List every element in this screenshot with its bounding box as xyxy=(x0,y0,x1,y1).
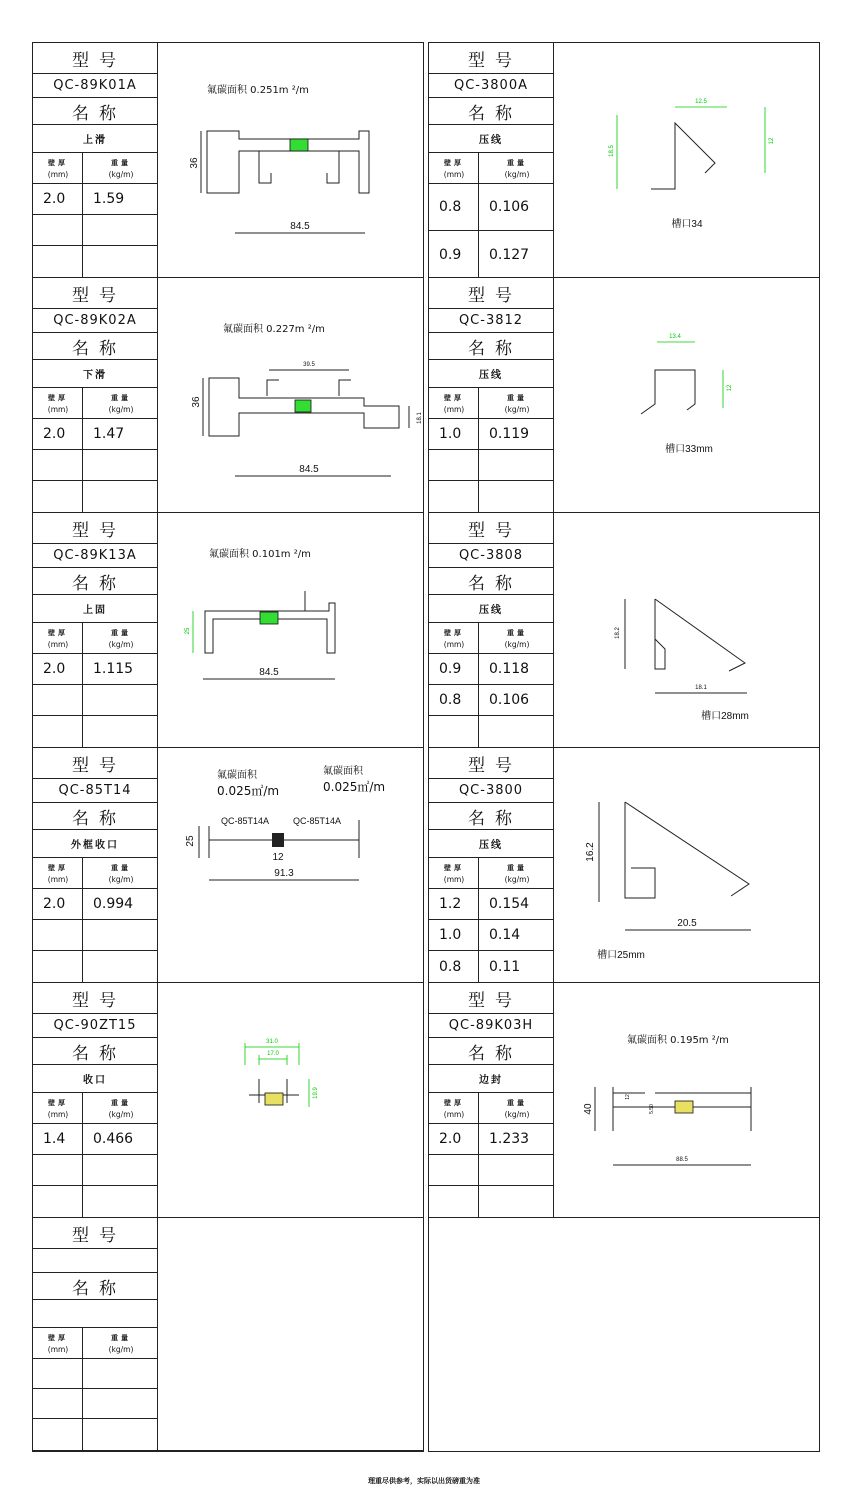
profile-svg xyxy=(159,748,423,983)
weight-value: 0.106 xyxy=(489,692,530,708)
profile-info xyxy=(429,43,554,277)
profile-drawing xyxy=(555,43,819,277)
right-profile-card-4 xyxy=(429,748,819,983)
spec-header xyxy=(429,153,553,184)
spec-row xyxy=(429,889,553,920)
weight-header: 重量 (kg/m) xyxy=(504,628,530,649)
profile-svg xyxy=(159,513,423,748)
name-label: 名称 xyxy=(33,1273,157,1300)
spec-row xyxy=(33,685,157,716)
name-label: 名称 xyxy=(429,98,553,125)
thickness-header: 壁厚 (mm) xyxy=(47,1098,69,1119)
spec-row xyxy=(33,246,157,278)
profile-drawing xyxy=(555,513,819,747)
weight-header: 重量 (kg/m) xyxy=(504,863,530,884)
left-profile-card-2 xyxy=(33,278,423,513)
weight-header: 重量 (kg/m) xyxy=(108,158,134,179)
thickness-header: 壁厚 (mm) xyxy=(47,158,69,179)
weight-value: 0.466 xyxy=(93,1131,134,1147)
svg-text:5.50: 5.50 xyxy=(649,1104,655,1114)
profile-drawing xyxy=(159,748,423,982)
model-number: QC-89K01A xyxy=(33,74,157,98)
profile-svg xyxy=(159,278,423,513)
model-label: 型号 xyxy=(33,513,157,544)
profile-info xyxy=(429,278,554,512)
model-label: 型号 xyxy=(33,748,157,779)
spec-row xyxy=(33,215,157,246)
model-label: 型号 xyxy=(429,43,553,74)
spec-row xyxy=(33,920,157,951)
weight-header: 重量 (kg/m) xyxy=(108,393,134,414)
svg-text:84.5: 84.5 xyxy=(299,464,319,475)
spec-row xyxy=(429,1124,553,1155)
svg-text:20.5: 20.5 xyxy=(677,918,697,929)
weight-value: 0.118 xyxy=(489,661,530,677)
profile-info xyxy=(429,513,554,747)
thickness-value: 0.9 xyxy=(439,661,462,677)
name-label: 名称 xyxy=(429,568,553,595)
profile-name: 下滑 xyxy=(33,360,157,388)
thickness-value: 0.8 xyxy=(439,199,462,215)
profile-drawing xyxy=(159,278,423,512)
weight-header: 重量 (kg/m) xyxy=(108,1098,134,1119)
profile-info xyxy=(429,748,554,982)
model-label: 型号 xyxy=(429,513,553,544)
spec-row xyxy=(33,419,157,450)
profile-name: 上固 xyxy=(33,595,157,623)
name-label: 名称 xyxy=(429,333,553,360)
area-note: 氟碳面积 xyxy=(323,766,363,777)
model-label: 型号 xyxy=(33,983,157,1014)
area-note: 氟碳面积 0.195m ²/m xyxy=(627,1035,729,1046)
model-number: QC-89K13A xyxy=(33,544,157,568)
area-note: 0.025㎡/m xyxy=(217,784,280,798)
thickness-value: 1.2 xyxy=(439,896,462,912)
profile-info xyxy=(33,1218,158,1450)
name-label: 名称 xyxy=(429,803,553,830)
spec-row xyxy=(429,1186,553,1218)
svg-text:18.5: 18.5 xyxy=(609,145,615,157)
model-label: 型号 xyxy=(429,748,553,779)
thickness-value: 1.4 xyxy=(43,1131,66,1147)
svg-text:槽口25mm: 槽口25mm xyxy=(597,950,645,961)
model-label: 型号 xyxy=(33,278,157,309)
thickness-header: 壁厚 (mm) xyxy=(443,158,465,179)
spec-row xyxy=(33,450,157,481)
weight-header: 重量 (kg/m) xyxy=(504,393,530,414)
profile-drawing xyxy=(159,43,423,277)
name-label: 名称 xyxy=(33,1038,157,1065)
thickness-header: 壁厚 (mm) xyxy=(443,863,465,884)
spec-row xyxy=(33,889,157,920)
svg-text:13.4: 13.4 xyxy=(669,334,681,340)
weight-header: 重量 (kg/m) xyxy=(108,1333,134,1354)
svg-text:槽口28mm: 槽口28mm xyxy=(701,711,749,722)
thickness-header: 壁厚 (mm) xyxy=(443,1098,465,1119)
profile-drawing xyxy=(555,278,819,512)
spec-header xyxy=(33,153,157,184)
spec-header xyxy=(33,1328,157,1359)
thickness-value: 0.8 xyxy=(439,692,462,708)
spec-row xyxy=(33,1155,157,1186)
profile-svg xyxy=(555,513,819,748)
model-number: QC-90ZT15 xyxy=(33,1014,157,1038)
svg-text:88.5: 88.5 xyxy=(676,1157,688,1163)
model-number: QC-3808 xyxy=(429,544,553,568)
spec-row xyxy=(33,1186,157,1218)
model-number: QC-3812 xyxy=(429,309,553,333)
spec-row xyxy=(429,481,553,513)
area-note: 氟碳面积 xyxy=(217,770,257,781)
svg-text:17.0: 17.0 xyxy=(267,1051,279,1057)
profile-drawing xyxy=(555,748,819,982)
svg-text:36: 36 xyxy=(191,396,202,408)
profile-drawing xyxy=(555,983,819,1217)
empty-panel xyxy=(429,1219,819,1451)
name-label: 名称 xyxy=(429,1038,553,1065)
thickness-header: 壁厚 (mm) xyxy=(47,863,69,884)
thickness-header: 壁厚 (mm) xyxy=(47,628,69,649)
weight-value: 0.119 xyxy=(489,426,530,442)
spec-row xyxy=(33,184,157,215)
left-column xyxy=(32,42,424,1452)
spec-row xyxy=(33,951,157,983)
profile-name xyxy=(33,1300,157,1328)
model-number: QC-85T14 xyxy=(33,779,157,803)
name-label: 名称 xyxy=(33,333,157,360)
thickness-value: 2.0 xyxy=(43,896,66,912)
right-profile-card-1 xyxy=(429,43,819,278)
profile-name: 边封 xyxy=(429,1065,553,1093)
svg-text:40: 40 xyxy=(583,1103,594,1115)
footer-note: 理重尽供参考，实际以出货磅重为准 xyxy=(368,1477,480,1485)
thickness-value: 1.0 xyxy=(439,927,462,943)
spec-row xyxy=(429,184,553,231)
profile-svg xyxy=(159,43,423,278)
thickness-value: 2.0 xyxy=(43,191,66,207)
spec-row xyxy=(429,654,553,685)
model-number: QC-89K03H xyxy=(429,1014,553,1038)
spec-row xyxy=(33,654,157,685)
profile-name: 压线 xyxy=(429,595,553,623)
profile-info xyxy=(429,983,554,1217)
spec-row xyxy=(429,450,553,481)
left-profile-card-4 xyxy=(33,748,423,983)
spec-header xyxy=(33,858,157,889)
spec-row xyxy=(33,1359,157,1389)
model-number: QC-89K02A xyxy=(33,309,157,333)
thickness-value: 2.0 xyxy=(439,1131,462,1147)
svg-text:16.2: 16.2 xyxy=(585,842,596,862)
model-label: 型号 xyxy=(429,983,553,1014)
model-number xyxy=(33,1249,157,1273)
name-label: 名称 xyxy=(33,98,157,125)
svg-text:12: 12 xyxy=(272,852,284,863)
thickness-header: 壁厚 (mm) xyxy=(47,1333,69,1354)
profile-info xyxy=(33,513,158,747)
svg-text:19.9: 19.9 xyxy=(313,1087,319,1099)
model-label: 型号 xyxy=(33,43,157,74)
profile-drawing xyxy=(159,1218,423,1450)
weight-value: 1.233 xyxy=(489,1131,530,1147)
spec-header xyxy=(429,1093,553,1124)
profile-svg xyxy=(555,983,819,1218)
profile-name: 收口 xyxy=(33,1065,157,1093)
model-label: 型号 xyxy=(429,278,553,309)
weight-value: 0.127 xyxy=(489,246,530,263)
model-number: QC-3800A xyxy=(429,74,553,98)
thickness-value: 2.0 xyxy=(43,426,66,442)
spec-header xyxy=(429,623,553,654)
profile-drawing xyxy=(159,513,423,747)
profile-svg xyxy=(159,983,423,1218)
svg-text:18.2: 18.2 xyxy=(615,627,621,639)
profile-name: 外框收口 xyxy=(33,830,157,858)
weight-header: 重量 (kg/m) xyxy=(108,628,134,649)
weight-header: 重量 (kg/m) xyxy=(504,1098,530,1119)
profile-svg xyxy=(555,278,819,513)
thickness-value: 0.9 xyxy=(439,246,462,263)
spec-row xyxy=(429,419,553,450)
model-number: QC-3800 xyxy=(429,779,553,803)
name-label: 名称 xyxy=(33,803,157,830)
spec-row xyxy=(33,1124,157,1155)
weight-value: 1.47 xyxy=(93,426,125,442)
profile-drawing xyxy=(159,983,423,1217)
area-note: 氟碳面积 0.227m ²/m xyxy=(223,324,325,335)
spec-row xyxy=(429,716,553,748)
left-profile-card-6 xyxy=(33,1218,423,1451)
profile-info xyxy=(33,983,158,1217)
left-profile-card-1 xyxy=(33,43,423,278)
right-profile-card-5 xyxy=(429,983,819,1218)
profile-info xyxy=(33,748,158,982)
svg-text:QC-85T14A: QC-85T14A xyxy=(292,816,342,826)
weight-value: 1.115 xyxy=(93,661,134,677)
spec-row xyxy=(33,1389,157,1419)
right-profile-card-3 xyxy=(429,513,819,748)
spec-row xyxy=(429,1155,553,1186)
thickness-header: 壁厚 (mm) xyxy=(443,628,465,649)
thickness-value: 2.0 xyxy=(43,661,66,677)
svg-text:12.5: 12.5 xyxy=(695,99,707,105)
svg-text:31.0: 31.0 xyxy=(266,1039,278,1045)
thickness-header: 壁厚 (mm) xyxy=(443,393,465,414)
svg-text:12: 12 xyxy=(727,384,733,392)
profile-name: 压线 xyxy=(429,125,553,153)
spec-header xyxy=(33,388,157,419)
thickness-header: 壁厚 (mm) xyxy=(47,393,69,414)
spec-row xyxy=(33,1419,157,1451)
weight-value: 0.106 xyxy=(489,199,530,215)
profile-name: 压线 xyxy=(429,360,553,388)
left-profile-card-3 xyxy=(33,513,423,748)
svg-text:84.5: 84.5 xyxy=(259,667,279,678)
svg-text:12: 12 xyxy=(625,1094,631,1100)
profile-svg xyxy=(555,748,819,983)
area-note: 0.025㎡/m xyxy=(323,780,386,794)
svg-text:84.5: 84.5 xyxy=(290,221,310,232)
svg-text:91.3: 91.3 xyxy=(274,868,294,879)
svg-text:QC-85T14A: QC-85T14A xyxy=(220,816,270,826)
svg-text:25: 25 xyxy=(185,627,191,635)
profile-name: 压线 xyxy=(429,830,553,858)
svg-text:槽口34: 槽口34 xyxy=(671,219,703,230)
weight-value: 1.59 xyxy=(93,191,125,207)
svg-text:39.5: 39.5 xyxy=(303,362,315,368)
svg-text:18.1: 18.1 xyxy=(695,685,707,691)
spec-header xyxy=(33,623,157,654)
profile-name: 上滑 xyxy=(33,125,157,153)
weight-header: 重量 (kg/m) xyxy=(108,863,134,884)
profile-info xyxy=(33,278,158,512)
spec-row xyxy=(429,920,553,951)
spec-header xyxy=(33,1093,157,1124)
left-profile-card-5 xyxy=(33,983,423,1218)
spec-row xyxy=(429,231,553,278)
svg-text:12: 12 xyxy=(769,137,775,145)
model-label: 型号 xyxy=(33,1218,157,1249)
weight-header: 重量 (kg/m) xyxy=(504,158,530,179)
spec-row xyxy=(429,685,553,716)
weight-value: 0.11 xyxy=(489,959,521,975)
spec-row xyxy=(33,481,157,513)
svg-text:36: 36 xyxy=(189,157,200,169)
right-profile-card-2 xyxy=(429,278,819,513)
weight-value: 0.994 xyxy=(93,896,134,912)
weight-value: 0.154 xyxy=(489,896,530,912)
profile-info xyxy=(33,43,158,277)
svg-text:25: 25 xyxy=(185,835,196,847)
area-note: 氟碳面积 0.101m ²/m xyxy=(209,549,311,560)
spec-header xyxy=(429,858,553,889)
svg-text:槽口33mm: 槽口33mm xyxy=(665,444,713,455)
thickness-value: 0.8 xyxy=(439,959,462,975)
spec-row xyxy=(429,951,553,983)
thickness-value: 1.0 xyxy=(439,426,462,442)
spec-header xyxy=(429,388,553,419)
spec-row xyxy=(33,716,157,748)
right-column xyxy=(428,42,820,1452)
svg-text:18.1: 18.1 xyxy=(417,412,423,424)
weight-value: 0.14 xyxy=(489,927,521,943)
profile-svg xyxy=(555,43,819,278)
area-note: 氟碳面积 0.251m ²/m xyxy=(207,85,309,96)
name-label: 名称 xyxy=(33,568,157,595)
